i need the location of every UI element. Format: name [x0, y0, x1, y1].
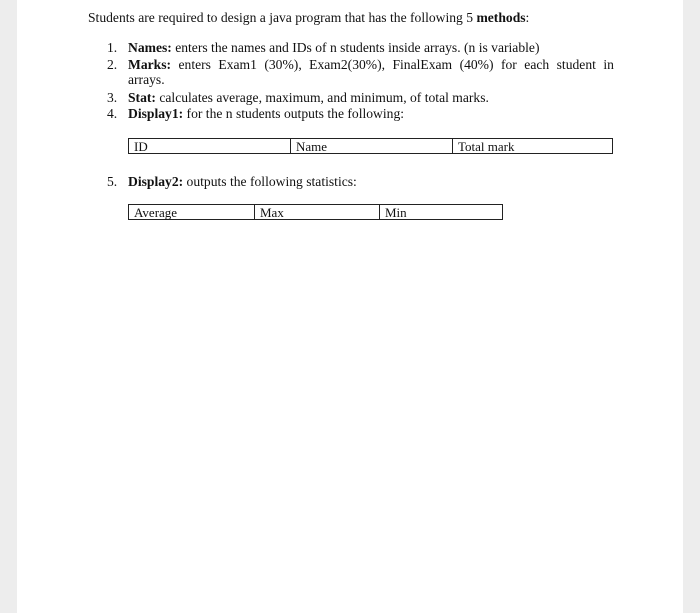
item-label: Marks: [128, 57, 172, 72]
item-line-1 [128, 57, 614, 72]
item-text: calculates average, maximum, and minimum, of total marks. [155, 90, 489, 105]
document-page [17, 0, 683, 613]
item-label: Stat: [128, 90, 156, 105]
item-word: Exam1 [218, 57, 257, 72]
item-word: in [603, 57, 614, 72]
intro-bold-word: methods [476, 10, 526, 25]
item-label: Display1: [128, 106, 184, 121]
display1-table [128, 138, 613, 154]
item-word: each [524, 57, 550, 72]
item-text: outputs the following statistics: [183, 174, 357, 189]
table-header-cell: Min [379, 205, 502, 219]
item-word: Exam2(30%), [309, 57, 386, 72]
table-header-cell: Name [290, 139, 452, 153]
list-number: 2. [107, 57, 118, 72]
intro-text: Students are required to design a java program that has the following 5 [88, 10, 477, 25]
list-number: 3. [107, 90, 118, 105]
item-word: FinalExam [392, 57, 453, 72]
table-header-cell: Total mark [452, 139, 612, 153]
display2-table [128, 204, 503, 220]
item-label: Names: [128, 40, 172, 55]
list-number: 1. [107, 40, 118, 55]
item-word: for [500, 57, 517, 72]
item-word: enters [178, 57, 211, 72]
table-header-cell: Average [134, 205, 178, 220]
item-word: (30%), [264, 57, 302, 72]
item-word: student [556, 57, 596, 72]
list-number: 4. [107, 106, 118, 121]
intro-paragraph [88, 10, 529, 26]
item-text: enters the names and IDs of n students inside arrays. (n is variable) [171, 40, 540, 55]
item-label: Display2: [128, 174, 184, 189]
list-number: 5. [107, 174, 118, 189]
item-word: (40%) [459, 57, 494, 72]
table-header-cell: ID [134, 139, 148, 154]
item-text: for the n students outputs the following: [183, 106, 405, 121]
table-header-cell: Max [254, 205, 379, 219]
intro-end: : [525, 10, 530, 25]
item-line-2: arrays. [128, 72, 165, 87]
